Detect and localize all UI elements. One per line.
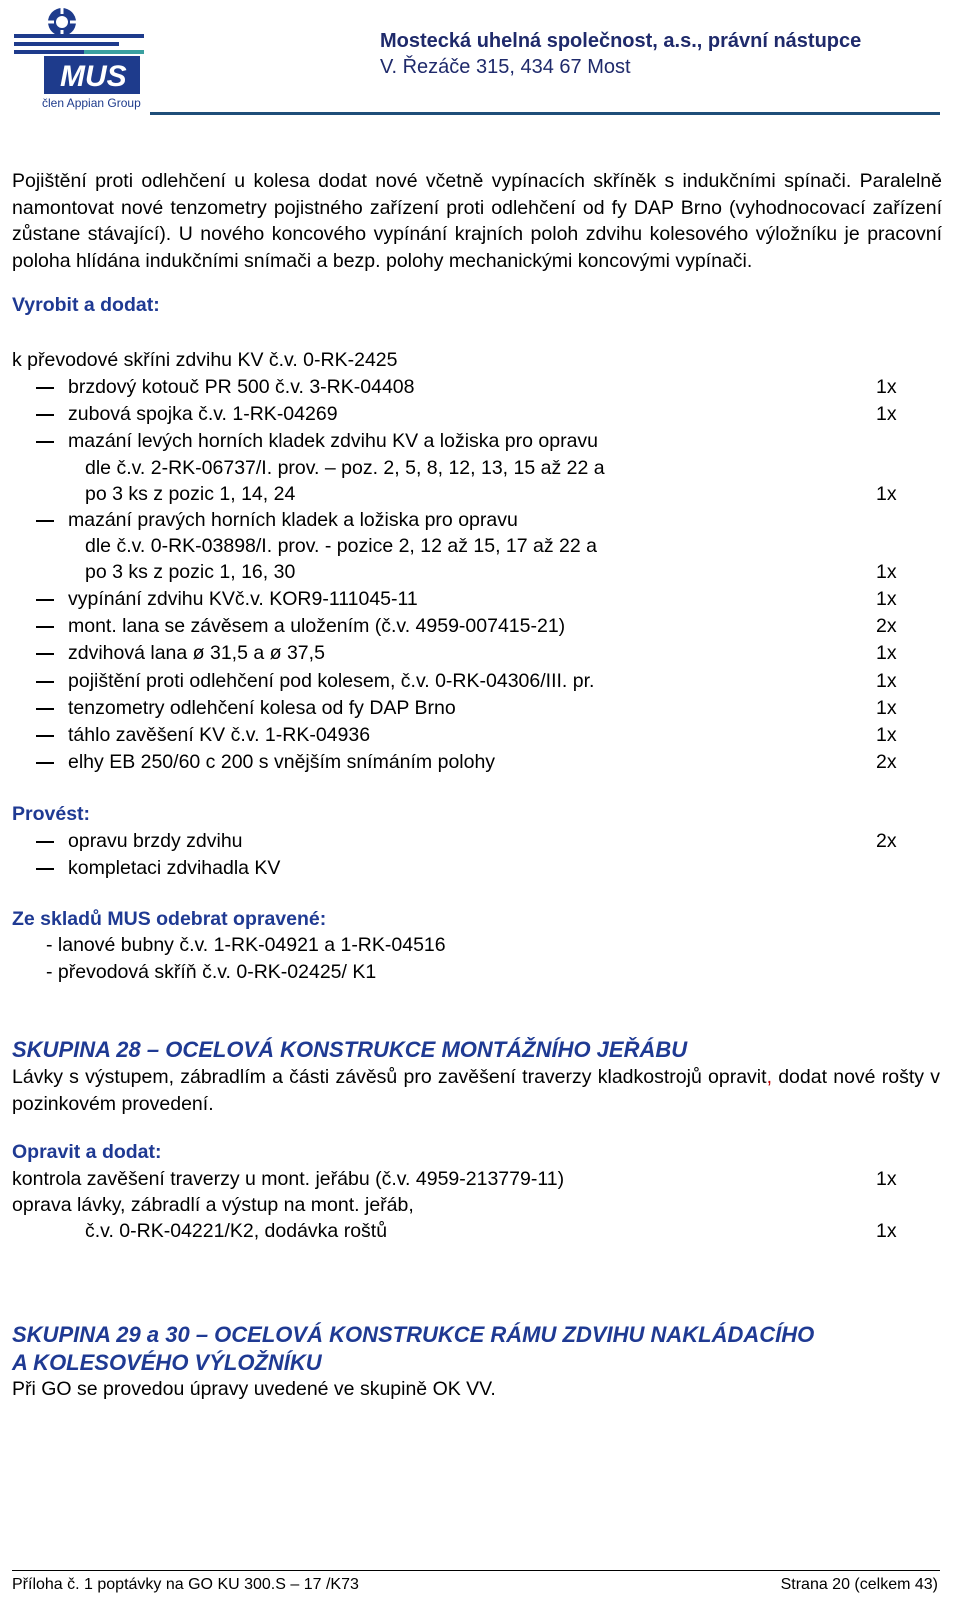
item-quantity: 1x bbox=[876, 561, 897, 583]
sklad-heading: Ze skladů MUS odebrat opravené: bbox=[12, 908, 327, 930]
list-item-continuation: dle č.v. 2-RK-06737/I. prov. – poz. 2, 5, 8, 12, 13, 15 až 22 a bbox=[85, 457, 605, 479]
company-logo bbox=[14, 4, 144, 114]
skupina29-text: Při GO se provedou úpravy uvedené ve skupině OK VV. bbox=[12, 1378, 496, 1400]
list-item: kontrola zavěšení traverzy u mont. jeřábu (č.v. 4959-213779-11) bbox=[12, 1168, 565, 1190]
logo-text: MUS bbox=[60, 60, 127, 93]
list-item: - převodová skříň č.v. 0-RK-02425/ K1 bbox=[46, 961, 377, 983]
list-item: mazání pravých horních kladek a ložiska pro opravu bbox=[68, 509, 518, 531]
skupina28-text bbox=[12, 1064, 940, 1118]
company-address: V. Řezáče 315, 434 67 Most bbox=[380, 56, 631, 78]
dash-icon bbox=[36, 387, 54, 389]
list-item: oprava lávky, zábradlí a výstup na mont. jeřáb, bbox=[12, 1194, 414, 1216]
item-quantity: 1x bbox=[876, 642, 897, 664]
list-item: tenzometry odlehčení kolesa od fy DAP Brno bbox=[68, 697, 456, 719]
list-item: vypínání zdvihu KVč.v. KOR9-111045-11 bbox=[68, 588, 418, 610]
list-item-continuation: č.v. 0-RK-04221/K2, dodávka roštů bbox=[85, 1220, 388, 1242]
dash-icon bbox=[36, 868, 54, 870]
provest-heading: Provést: bbox=[12, 803, 91, 825]
skupina29-title: SKUPINA 29 a 30 – OCELOVÁ KONSTRUKCE RÁMU ZDVIHU NAKLÁDACÍHO bbox=[12, 1322, 815, 1347]
skupina29-title-line2: A KOLESOVÉHO VÝLOŽNÍKU bbox=[12, 1350, 322, 1375]
footer-left: Příloha č. 1 poptávky na GO KU 300.S – 17 /K73 bbox=[12, 1576, 359, 1593]
footer-divider bbox=[12, 1570, 940, 1571]
dash-icon bbox=[36, 762, 54, 764]
item-quantity: 1x bbox=[876, 670, 897, 692]
company-name: Mostecká uhelná společnost, a.s., právní nástupce bbox=[380, 30, 862, 52]
dash-icon bbox=[36, 735, 54, 737]
intro-paragraph: Pojištění proti odlehčení u kolesa dodat nové včetně vypínacích skříněk s indukčními spínači. Paralelně namontovat nové tenzometry pojistného zařízení proti odlehčení od fy DAP Brno (vyhodnocovací zařízení zůstane stávající). U nového koncového vypínání krajních poloh zdvihu kolesového výložníku je pracovní poloha hlídána indukčními snímači a bezp. polohy mechanickými koncovými vypínači. bbox=[12, 170, 942, 272]
item-quantity: 1x bbox=[876, 697, 897, 719]
item-quantity: 2x bbox=[876, 751, 897, 773]
skupina28-comma: , bbox=[766, 1066, 772, 1088]
list-item: mont. lana se závěsem a uložením (č.v. 4959-007415-21) bbox=[68, 615, 566, 637]
dash-icon bbox=[36, 414, 54, 416]
item-quantity: 1x bbox=[876, 724, 897, 746]
vyrobit-heading: Vyrobit a dodat: bbox=[12, 294, 160, 316]
logo-subtext: člen Appian Group bbox=[42, 96, 141, 110]
item-quantity: 1x bbox=[876, 376, 897, 398]
list-item-continuation: dle č.v. 0-RK-03898/I. prov. - pozice 2, 12 až 15, 17 až 22 a bbox=[85, 535, 597, 557]
opravit-heading: Opravit a dodat: bbox=[12, 1141, 162, 1163]
item-quantity: 2x bbox=[876, 615, 897, 637]
dash-icon bbox=[36, 599, 54, 601]
list-item: mazání levých horních kladek zdvihu KV a ložiska pro opravu bbox=[68, 430, 599, 452]
list-item: opravu brzdy zdvihu bbox=[68, 830, 243, 852]
list-item: zdvihová lana ø 31,5 a ø 37,5 bbox=[68, 642, 325, 664]
dash-icon bbox=[36, 653, 54, 655]
list-item: - lanové bubny č.v. 1-RK-04921 a 1-RK-04516 bbox=[46, 934, 446, 956]
header-divider bbox=[150, 112, 940, 115]
item-quantity: 2x bbox=[876, 830, 897, 852]
dash-icon bbox=[36, 841, 54, 843]
list-item: brzdový kotouč PR 500 č.v. 3-RK-04408 bbox=[68, 376, 415, 398]
footer-page-number: Strana 20 (celkem 43) bbox=[780, 1576, 938, 1593]
item-quantity: 1x bbox=[876, 588, 897, 610]
dash-icon bbox=[36, 681, 54, 683]
vyrobit-subheading: k převodové skříni zdvihu KV č.v. 0-RK-2425 bbox=[12, 349, 398, 371]
item-quantity: 1x bbox=[876, 1220, 897, 1242]
list-item: kompletaci zdvihadla KV bbox=[68, 857, 281, 879]
skupina28-text-b: dodat nové rošty v pozinkovém provedení. bbox=[12, 1066, 940, 1115]
item-quantity: 1x bbox=[876, 483, 897, 505]
list-item: elhy EB 250/60 c 200 s vnějším snímáním polohy bbox=[68, 751, 496, 773]
list-item: zubová spojka č.v. 1-RK-04269 bbox=[68, 403, 338, 425]
skupina28-text-a: Lávky s výstupem, zábradlím a části závěsů pro zavěšení traverzy kladkostrojů opravit bbox=[12, 1066, 767, 1088]
list-item: táhlo zavěšení KV č.v. 1-RK-04936 bbox=[68, 724, 371, 746]
dash-icon bbox=[36, 441, 54, 443]
list-item: pojištění proti odlehčení pod kolesem, č.v. 0-RK-04306/III. pr. bbox=[68, 670, 595, 692]
skupina28-title: SKUPINA 28 – OCELOVÁ KONSTRUKCE MONTÁŽNÍHO JEŘÁBU bbox=[12, 1037, 688, 1062]
list-item-continuation: po 3 ks z pozic 1, 16, 30 bbox=[85, 561, 296, 583]
item-quantity: 1x bbox=[876, 1168, 897, 1190]
list-item-continuation: po 3 ks z pozic 1, 14, 24 bbox=[85, 483, 296, 505]
item-quantity: 1x bbox=[876, 403, 897, 425]
dash-icon bbox=[36, 626, 54, 628]
dash-icon bbox=[36, 520, 54, 522]
dash-icon bbox=[36, 708, 54, 710]
